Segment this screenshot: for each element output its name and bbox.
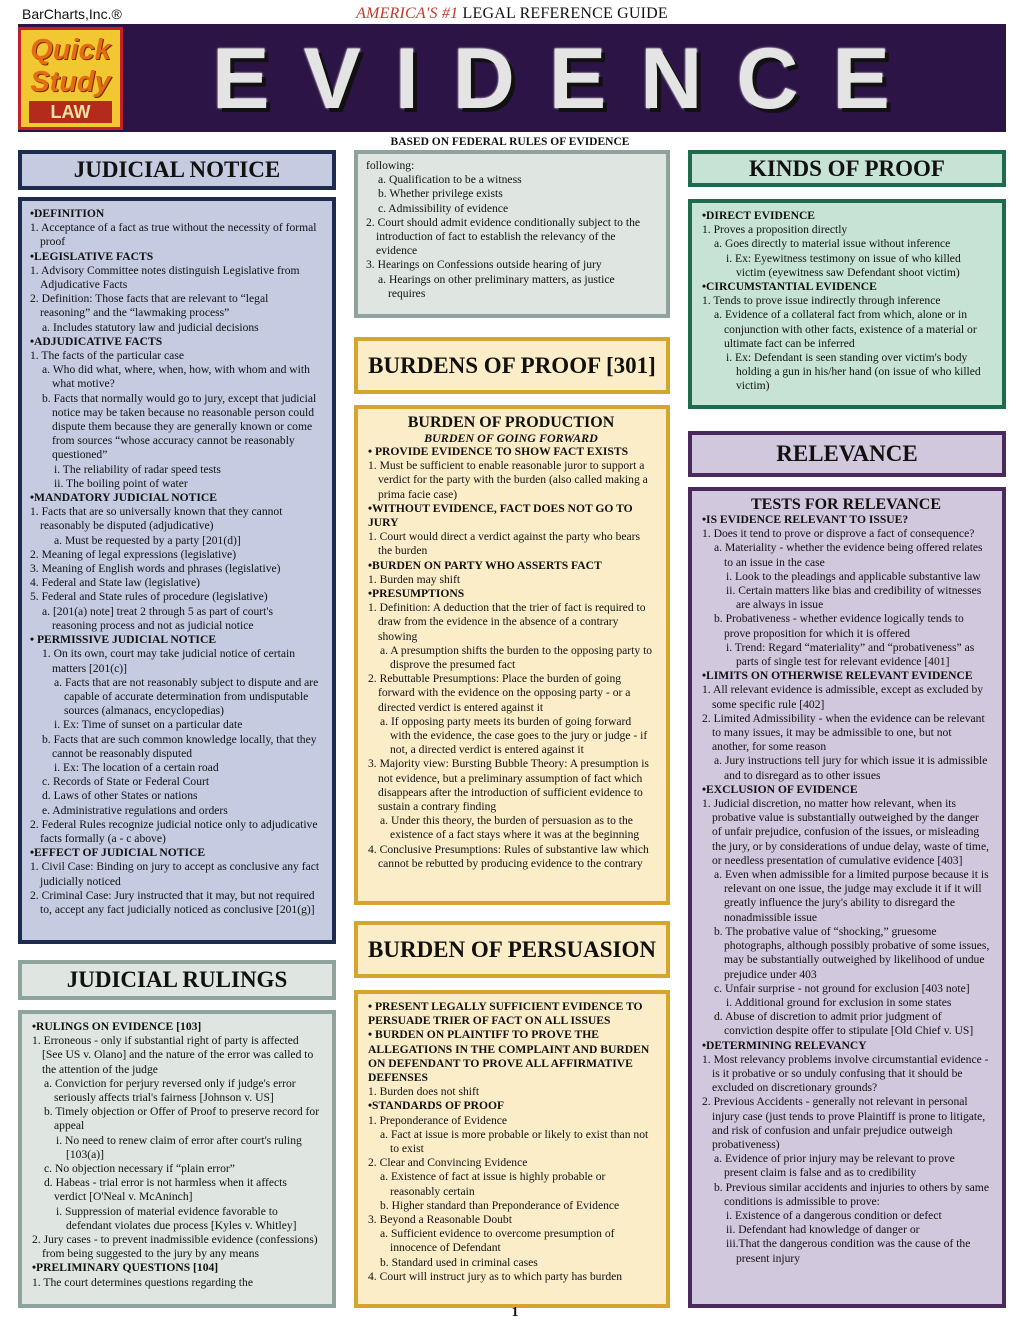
list-item: 1. All relevant evidence is admissible, except as excluded by some specific rule [402] xyxy=(702,683,984,711)
list-item: 2. Federal Rules recognize judicial notice only to adjudicative facts formally (a - c above) xyxy=(30,817,318,845)
section-heading: •PRESUMPTIONS xyxy=(368,587,465,601)
list-item: i. Additional ground for exclusion in some states xyxy=(726,995,952,1009)
list-item: ii. Defendant had knowledge of danger or xyxy=(726,1223,920,1237)
burden-of-persuasion-panel xyxy=(354,990,670,1308)
list-item: 1. Civil Case: Binding on jury to accept as conclusive any fact judicially noticed xyxy=(30,860,320,888)
list-item: a. Conviction for perjury reversed only if judge's error seriously affects trial's fairness [Johnson v. US] xyxy=(44,1076,296,1105)
kinds-of-proof-panel xyxy=(688,199,1006,409)
tests-for-relevance-title: TESTS FOR RELEVANCE xyxy=(751,496,941,513)
list-item: b. Facts that are such common knowledge locally, that they cannot be reasonably disputed xyxy=(42,732,317,760)
list-item: 1. On its own, court may take judicial notice of certain matters [201(c)] xyxy=(42,647,296,675)
burden-production-list xyxy=(368,445,654,871)
logo-law: LAW xyxy=(29,101,112,123)
section-heading: •DIRECT EVIDENCE xyxy=(702,209,816,222)
section-heading: • BURDEN ON PLAINTIFF TO PROVE THE ALLEGATIONS IN THE COMPLAINT AND BURDEN ON DEFENDANT TO PROVE ALL AFFIRMATIVE DEFENSES xyxy=(368,1028,650,1085)
list-item: 4. Court will instruct jury as to which party has burden xyxy=(368,1269,623,1283)
list-item: a. Who did what, where, when, how, with whom and with what motive? xyxy=(42,363,310,391)
list-item: d. Abuse of discretion to admit prior judgment of conviction despite offer to stipulate [Old Chief v. US] xyxy=(714,1010,974,1038)
list-item: 3. Meaning of English words and phrases (legislative) xyxy=(30,562,281,576)
burden-of-persuasion-heading: BURDEN OF PERSUASION xyxy=(354,921,670,978)
section-heading: •DETERMINING RELEVANCY xyxy=(702,1038,867,1052)
list-item: i. Ex: Defendant is seen standing over victim's body holding a gun in his/her hand (on issue of who killed victim) xyxy=(726,351,981,393)
list-item: 1. Definition: A deduction that the trier of fact is required to draw from the evidence in the absence of a contrary showing xyxy=(368,601,646,643)
list-item: a. Qualification to be a witness xyxy=(378,173,522,187)
list-item: e. Administrative regulations and orders xyxy=(42,803,228,817)
list-item: 2. Limited Admissibility - when the evidence can be relevant to many issues, it may be admissible to one, but not another, for some reason xyxy=(702,711,985,754)
page-number: 1 xyxy=(511,1305,519,1320)
judicial-notice-panel xyxy=(18,197,336,944)
list-item: 1. Does it tend to prove or disprove a fact of consequence? xyxy=(702,527,975,541)
list-item: 3. Beyond a Reasonable Doubt xyxy=(368,1213,512,1227)
list-item: a. Fact at issue is more probable or likely to exist than not to exist xyxy=(380,1127,649,1156)
list-item: b. Standard used in criminal cases xyxy=(380,1255,538,1269)
list-item: a. Materiality - whether the evidence being offered relates to an issue in the case xyxy=(714,541,983,569)
list-item: b. Whether privilege exists xyxy=(378,187,503,201)
list-item: b. Previous similar accidents and injuries to others by same conditions is admissible to prove: xyxy=(714,1180,989,1208)
list-item: a. [201(a) note] treat 2 through 5 as part of court's reasoning process and not as judicial notice xyxy=(42,604,273,632)
list-item: a. Evidence of prior injury may be relevant to prove present claim is false and as to credibility xyxy=(714,1152,955,1180)
list-item: i. Suppression of material evidence favorable to defendant violates due process [Kyles v. Whitley] xyxy=(56,1204,297,1232)
list-item: c. Unfair surprise - not ground for exclusion [403 note] xyxy=(714,981,970,995)
quickstudy-logo xyxy=(18,27,123,130)
page-title: EVIDENCE xyxy=(212,31,924,127)
list-item: 1. Erroneous - only if substantial right of party is affected [See US v. Olano] and the nature of the error was called to the attention of the judge xyxy=(32,1034,314,1076)
judicial-rulings-heading: JUDICIAL RULINGS xyxy=(18,960,336,1000)
list-item: a. If opposing party meets its burden of going forward with the evidence, the case goes to the jury or judge - if not, a directed verdict is entered against it xyxy=(380,714,648,757)
list-item: b. The probative value of “shocking,” gruesome photographs, although possibly probative of some issues, may be substantially outweighed by likelihood of undue prejudice under 403 xyxy=(714,924,990,981)
list-item: a. Under this theory, the burden of persuasion as to the existence of a fact stays where it was at the beginning xyxy=(380,814,640,842)
subtitle: BASED ON FEDERAL RULES OF EVIDENCE xyxy=(390,136,630,148)
tagline-rest: LEGAL REFERENCE GUIDE xyxy=(458,5,668,22)
section-heading: •ADJUDICATIVE FACTS xyxy=(30,334,163,348)
section-heading: •CIRCUMSTANTIAL EVIDENCE xyxy=(702,280,877,294)
list-item: 3. Majority view: Bursting Bubble Theory: A presumption is not evidence, but a preliminary assumption of fact which disappears after the introduction of sufficient evidence to sustain a contrary finding xyxy=(368,757,649,814)
preliminary-questions-continued xyxy=(354,150,670,318)
list-item: iii.That the dangerous condition was the cause of the present injury xyxy=(726,1237,971,1265)
list-item: 2. Rebuttable Presumptions: Place the burden of going forward with the evidence on the opposing party - or a directed verdict is entered against it xyxy=(368,672,631,714)
section-heading: •EXCLUSION OF EVIDENCE xyxy=(702,782,858,796)
list-item: a. Sufficient evidence to overcome presumption of innocence of Defendant xyxy=(380,1227,615,1255)
list-item: b. Facts that normally would go to jury, except that judicial notice may be taken because no reasonable person could dispute them because they are generally known or come from sources “whose accuracy cannot be reasonably questioned” xyxy=(42,391,317,462)
list-item: a. Even when admissible for a limited purpose because it is relevant on one issue, the judge may exclude it if it will greatly influence the jury's ability to disregard the nonadmissible issue xyxy=(714,868,989,924)
section-heading: •PRELIMINARY QUESTIONS [104] xyxy=(32,1261,219,1275)
list-item: i. No need to renew claim of error after court's ruling [103(a)] xyxy=(56,1133,302,1161)
list-item: 4. Conclusive Presumptions: Rules of substantive law which cannot be rebutted by producing evidence to the contrary xyxy=(368,842,649,870)
list-item: a. Includes statutory law and judicial decisions xyxy=(42,320,259,334)
list-item: 1. Advisory Committee notes distinguish Legislative from Adjudicative Facts xyxy=(30,263,300,292)
logo-quick: Quick xyxy=(30,34,111,66)
list-item: 1. The facts of the particular case xyxy=(30,349,184,363)
list-item: 1. Acceptance of a fact as true without the necessity of formal proof xyxy=(30,221,317,249)
list-item: a. Existence of fact at issue is highly probable or reasonably certain xyxy=(380,1170,606,1198)
list-item: 2. Clear and Convincing Evidence xyxy=(368,1156,528,1170)
relevance-list xyxy=(702,513,990,1266)
tagline xyxy=(0,5,1024,23)
list-item: a. Evidence of a collateral fact from which, alone or in conjunction with other facts, existence of a material or ultimate fact can be inferred xyxy=(714,308,977,350)
section-heading: •WITHOUT EVIDENCE, FACT DOES NOT GO TO JURY xyxy=(368,501,633,530)
list-item: 1. Tends to prove issue indirectly through inference xyxy=(702,294,941,308)
list-item: 5. Federal and State rules of procedure (legislative) xyxy=(30,590,268,604)
section-heading: •EFFECT OF JUDICIAL NOTICE xyxy=(30,846,206,860)
list-item: 2. Previous Accidents - generally not relevant in personal injury case (just tends to prove Plaintiff is prone to litigate, and risk of confusion and unfair prejudice outweigh probativeness) xyxy=(702,1095,986,1151)
kinds-of-proof-heading: KINDS OF PROOF xyxy=(688,150,1006,187)
section-heading: • PERMISSIVE JUDICIAL NOTICE xyxy=(30,633,217,647)
list-item: c. Records of State or Federal Court xyxy=(42,775,210,789)
list-item: 2. Court should admit evidence conditionally subject to the introduction of fact to establish the relevancy of the evidence xyxy=(366,215,641,258)
list-item: 2. Definition: Those facts that are relevant to “legal reasoning” and the “lawmaking process” xyxy=(30,292,269,320)
section-heading: •STANDARDS OF PROOF xyxy=(368,1099,505,1113)
judicial-notice-heading: JUDICIAL NOTICE xyxy=(18,150,336,190)
list-item: i. Ex: Eyewitness testimony on issue of who killed victim (eyewitness saw Defendant shoot victim) xyxy=(726,251,961,279)
list-item: d. Habeas - trial error is not harmless when it affects verdict [O'Neal v. McAninch] xyxy=(44,1176,287,1204)
list-item: i. Existence of a dangerous condition or defect xyxy=(726,1208,942,1222)
burden-going-forward-subtitle: BURDEN OF GOING FORWARD xyxy=(424,431,598,445)
relevance-panel xyxy=(688,487,1006,1308)
list-item: i. Look to the pleadings and applicable substantive law xyxy=(726,569,981,583)
list-item: 1. Most relevancy problems involve circumstantial evidence - is it probative or so unduly confusing that it should be excluded on discretionary grounds? xyxy=(702,1052,989,1095)
list-item: i. The reliability of radar speed tests xyxy=(54,462,221,476)
section-heading: •DEFINITION xyxy=(30,207,105,220)
list-item: a. A presumption shifts the burden to the opposing party to disprove the presumed fact xyxy=(380,643,653,672)
list-item: following: xyxy=(366,159,415,172)
list-item: a. Hearings on other preliminary matters, as justice requires xyxy=(378,272,615,300)
publisher-name: BarCharts,Inc.® xyxy=(22,6,122,22)
list-item: 1. Must be sufficient to enable reasonable juror to support a verdict for the party with the burden (also called making a prima facie case) xyxy=(368,459,648,501)
judicial-rulings-panel xyxy=(18,1010,336,1308)
section-heading: • PRESENT LEGALLY SUFFICIENT EVIDENCE TO PERSUADE TRIER OF FACT ON ALL ISSUES xyxy=(368,1000,643,1028)
list-item: b. Probativeness - whether evidence logically tends to prove proposition for which it is offered xyxy=(714,612,964,640)
section-heading: •IS EVIDENCE RELEVANT TO ISSUE? xyxy=(702,513,909,526)
burdens-of-proof-heading: BURDENS OF PROOF [301] xyxy=(354,337,670,394)
list-item: a. Facts that are not reasonably subject to dispute and are capable of accurate determination from undisputable sources (almanacs, encyclopedias) xyxy=(54,675,319,718)
list-item: 1. Burden may shift xyxy=(368,572,461,586)
list-item: c. No objection necessary if “plain error” xyxy=(44,1162,235,1176)
logo-study: Study xyxy=(30,66,111,98)
section-heading: •MANDATORY JUDICIAL NOTICE xyxy=(30,491,218,505)
list-item: 1. The court determines questions regarding the xyxy=(32,1275,253,1289)
list-item: 1. Burden does not shift xyxy=(368,1085,480,1099)
relevance-heading: RELEVANCE xyxy=(688,431,1006,477)
burden-of-production-panel xyxy=(354,405,670,905)
list-item: 1. Proves a proposition directly xyxy=(702,223,848,237)
list-item: i. Ex: The location of a certain road xyxy=(54,760,219,774)
list-item: b. Higher standard than Preponderance of Evidence xyxy=(380,1198,620,1212)
tagline-highlight: AMERICA'S #1 xyxy=(356,5,459,22)
list-item: a. Jury instructions tell jury for which issue it is admissible and to disregard as to other issues xyxy=(714,754,988,782)
section-heading: •BURDEN ON PARTY WHO ASSERTS FACT xyxy=(368,558,602,572)
list-item: d. Laws of other States or nations xyxy=(42,789,198,803)
list-item: 2. Meaning of legal expressions (legislative) xyxy=(30,547,237,561)
list-item: 1. Judicial discretion, no matter how relevant, when its probative value is substantially outweighed by the danger of unfair prejudice, confusion of the issues, or misleading the jury, or by considerations of undue delay, waste of time, or needless presentation of cumulative evidence [403] xyxy=(702,797,989,867)
list-item: b. Timely objection or Offer of Proof to preserve record for appeal xyxy=(44,1105,320,1133)
list-item: 1. Preponderance of Evidence xyxy=(368,1113,508,1127)
section-heading: • PROVIDE EVIDENCE TO SHOW FACT EXISTS xyxy=(368,445,629,458)
list-item: c. Admissibility of evidence xyxy=(378,201,509,215)
list-item: i. Trend: Regard “materiality” and “probativeness” as parts of single test for relevant evidence [401] xyxy=(726,640,975,669)
list-item: a. Goes directly to material issue without inference xyxy=(714,237,951,251)
section-heading: •RULINGS ON EVIDENCE [103] xyxy=(32,1020,202,1033)
list-item: i. Ex: Time of sunset on a particular date xyxy=(54,718,243,732)
list-item: ii. The boiling point of water xyxy=(54,476,188,490)
list-item: ii. Certain matters like bias and credibility of witnesses are always in issue xyxy=(726,584,982,612)
list-item: 2. Jury cases - to prevent inadmissible evidence (confessions) from being suggested to the jury by any means xyxy=(32,1233,318,1261)
list-item: 3. Hearings on Confessions outside hearing of jury xyxy=(366,258,602,272)
list-item: 2. Criminal Case: Jury instructed that it may, but not required to, accept any fact judicially noticed as conclusive [201(g)] xyxy=(30,888,315,916)
list-item: 1. Facts that are so universally known that they cannot reasonably be disputed (adjudicative) xyxy=(30,505,283,533)
list-item: a. Must be requested by a party [201(d)] xyxy=(54,533,241,547)
list-item: 1. Court would direct a verdict against the party who bears the burden xyxy=(368,530,641,558)
list-item: 4. Federal and State law (legislative) xyxy=(30,576,200,590)
section-heading: •LEGISLATIVE FACTS xyxy=(30,249,154,263)
section-heading: •LIMITS ON OTHERWISE RELEVANT EVIDENCE xyxy=(702,669,973,683)
burden-of-production-title: BURDEN OF PRODUCTION xyxy=(407,414,615,431)
